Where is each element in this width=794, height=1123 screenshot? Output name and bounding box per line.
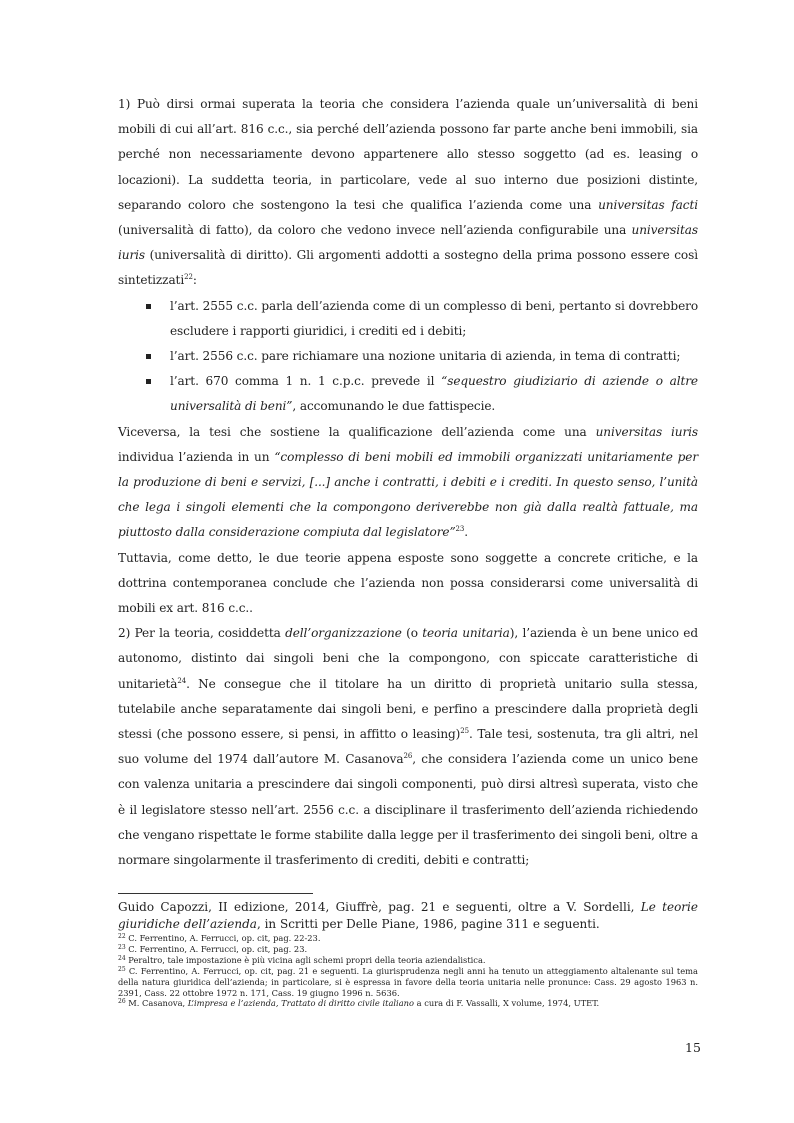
footnote-ref-26: 26 xyxy=(403,752,413,761)
footnote-ref-25: 25 xyxy=(460,727,470,736)
text: , che considera l’azienda come un unico bene con valenza unitaria a prescindere dai singoli componenti, può dirsi altresì superata, visto che è il legislatore stesso nell’art. 2556 c.c. a disciplinare il trasferimento dell’azienda richiedendo che vengano rispettate le forme stabilite dalla legge per il trasferimento dei singoli beni, oltre a normare singolarmente il trasferimento di crediti, debiti e contratti; xyxy=(118,752,698,868)
list-item xyxy=(118,344,698,369)
footnote-23 xyxy=(118,944,698,955)
text: : xyxy=(192,273,197,288)
footnote-ref-23: 23 xyxy=(455,525,465,534)
italic-title: L’impresa e l’azienda, Trattato di diritto civile italiano xyxy=(187,998,414,1009)
italic-term: universitas facti xyxy=(598,197,698,212)
list-item-text: , accomunando le due fattispecie. xyxy=(292,399,496,414)
list-item xyxy=(118,369,698,419)
text: Guido Capozzi, II edizione, 2014, Giuffrè, pag. 21 e seguenti, oltre a V. Sordelli, xyxy=(118,900,641,914)
text: individua l’azienda in un xyxy=(118,449,275,464)
footnote-25 xyxy=(118,966,698,999)
italic-term: universitas iuris xyxy=(118,223,698,263)
footnote-ref-24: 24 xyxy=(177,676,187,685)
paragraph-teoria-organizzazione xyxy=(118,621,698,873)
text: (universalità di fatto), da coloro che vedono invece nell’azienda configurabile una xyxy=(118,223,632,238)
footnote-number: 25 xyxy=(118,965,126,973)
footnote-number: 26 xyxy=(118,998,126,1006)
list-item-text: l’art. 2555 c.c. parla dell’azienda come di un complesso di beni, pertanto si dovrebbero escludere i rapporti giuridici, i crediti ed i debiti; xyxy=(170,298,698,338)
footnote-text: C. Ferrentino, A. Ferrucci, op. cit, pag. 23. xyxy=(125,943,308,954)
bullet-list xyxy=(118,294,698,420)
footnote-text: C. Ferrentino, A. Ferrucci, op. cit, pag. 21 e seguenti. La giurisprudenza negli anni ha tenuto un atteggiamento altalenante sul tema della natura giuridica dell’azienda; in particolare, si è espressa in favore della teoria unitaria nelle pronunce: Cass. 29 agosto 1963 n. 2391, Cass. 22 ottobre 1972 n. 171, Cass. 19 giugno 1996 n. 5636. xyxy=(118,965,698,998)
paragraph-universitas-iuris xyxy=(118,420,698,546)
footnote-text: Peraltro, tale impostazione è più vicina agli schemi propri della teoria aziendalistica. xyxy=(125,954,486,965)
text: 1) Può dirsi ormai superata la teoria che considera l’azienda quale un’universalità di beni mobili di cui all’art. 816 c.c., sia perché dell’azienda possono far parte anche beni immobili, sia perché non necessariamente devono appartenere allo stesso soggetto (ad es. leasing o locazioni). La suddetta teoria, in particolare, vede al suo interno due posizioni distinte, separando coloro che sostengono la tesi che qualifica l’azienda come una xyxy=(118,97,698,212)
square-bullet-icon xyxy=(146,379,151,384)
text: 2) Per la teoria, cosiddetta xyxy=(118,626,286,641)
footnote-26 xyxy=(118,998,698,1009)
italic-quote: “complesso di beni mobili ed immobili organizzati unitariamente per la produzione di beni e servizi, [...] anche i contratti, i debiti e i crediti. In questo senso, l’unità che lega i singoli elementi che la compongono deriverebbe non già dalla realtà fattuale, ma piuttosto dalla considerazione compiuta dal legislatore” xyxy=(118,449,698,540)
text: . xyxy=(464,525,468,540)
footnote-number: 24 xyxy=(118,954,126,962)
italic-term: universitas iuris xyxy=(595,424,698,439)
footnote-text: M. Casanova, xyxy=(125,998,188,1009)
italic-term: dell’organizzazione xyxy=(285,626,402,641)
italic-term: teoria unitaria xyxy=(422,626,510,641)
text: , in Scritti per Delle Piane, 1986, pagine 311 e seguenti. xyxy=(256,917,600,931)
text: ), l’azienda è un bene unico ed autonomo, distinto dai singoli beni che la compongono, con spiccate caratteristiche di unitarietà xyxy=(118,626,698,691)
footnote-number: 22 xyxy=(118,933,126,940)
footnote-24 xyxy=(118,955,698,966)
body-text xyxy=(118,92,698,873)
list-item xyxy=(118,294,698,344)
paragraph-universalita xyxy=(118,92,698,294)
list-item-text: l’art. 670 comma 1 n. 1 c.p.c. prevede il xyxy=(170,374,442,389)
text: Viceversa, la tesi che sostiene la qualificazione dell’azienda come una xyxy=(118,424,596,439)
footnote-continuation xyxy=(118,899,698,933)
text: . Tale tesi, sostenuta, tra gli altri, nel suo volume del 1974 dall’autore M. Casanova xyxy=(118,727,698,767)
footnote-text: C. Ferrentino, A. Ferrucci, op. cit, pag. 22-23. xyxy=(125,933,321,943)
paragraph-critiche: Tuttavia, come detto, le due teorie appena esposte sono soggette a concrete critiche, e la dottrina contemporanea conclude che l’azienda non possa considerarsi come universalità di mobili ex art. 816 c.c.. xyxy=(118,550,698,616)
footnote-number: 23 xyxy=(118,943,126,951)
footnote-text: a cura di F. Vassalli, X volume, 1974, UTET. xyxy=(413,998,600,1009)
text: . Ne consegue che il titolare ha un diritto di proprietà unitario sulla stessa, tutelabile anche separatamente dai singoli beni, e perfino a prescindere dalla proprietà degli stessi (che possono essere, si pensi, in affitto o leasing) xyxy=(118,676,698,742)
italic-title: Le teorie giuridiche dell’azienda xyxy=(118,900,698,931)
footnote-ref-22: 22 xyxy=(184,273,193,282)
square-bullet-icon xyxy=(146,304,151,309)
text: (o xyxy=(401,626,423,641)
italic-quote: “sequestro giudiziario di aziende o altre universalità di beni” xyxy=(170,374,698,414)
list-item-text: l’art. 2556 c.c. pare richiamare una nozione unitaria di azienda, in tema di contratti; xyxy=(170,349,681,364)
footnote-separator xyxy=(118,893,313,894)
square-bullet-icon xyxy=(146,354,151,359)
footnote-22 xyxy=(118,933,698,944)
text: (universalità di diritto). Gli argomenti addotti a sostegno della prima possono essere così sintetizzati xyxy=(118,248,698,288)
page-number: 15 xyxy=(685,1040,701,1055)
footnotes xyxy=(118,899,698,1009)
